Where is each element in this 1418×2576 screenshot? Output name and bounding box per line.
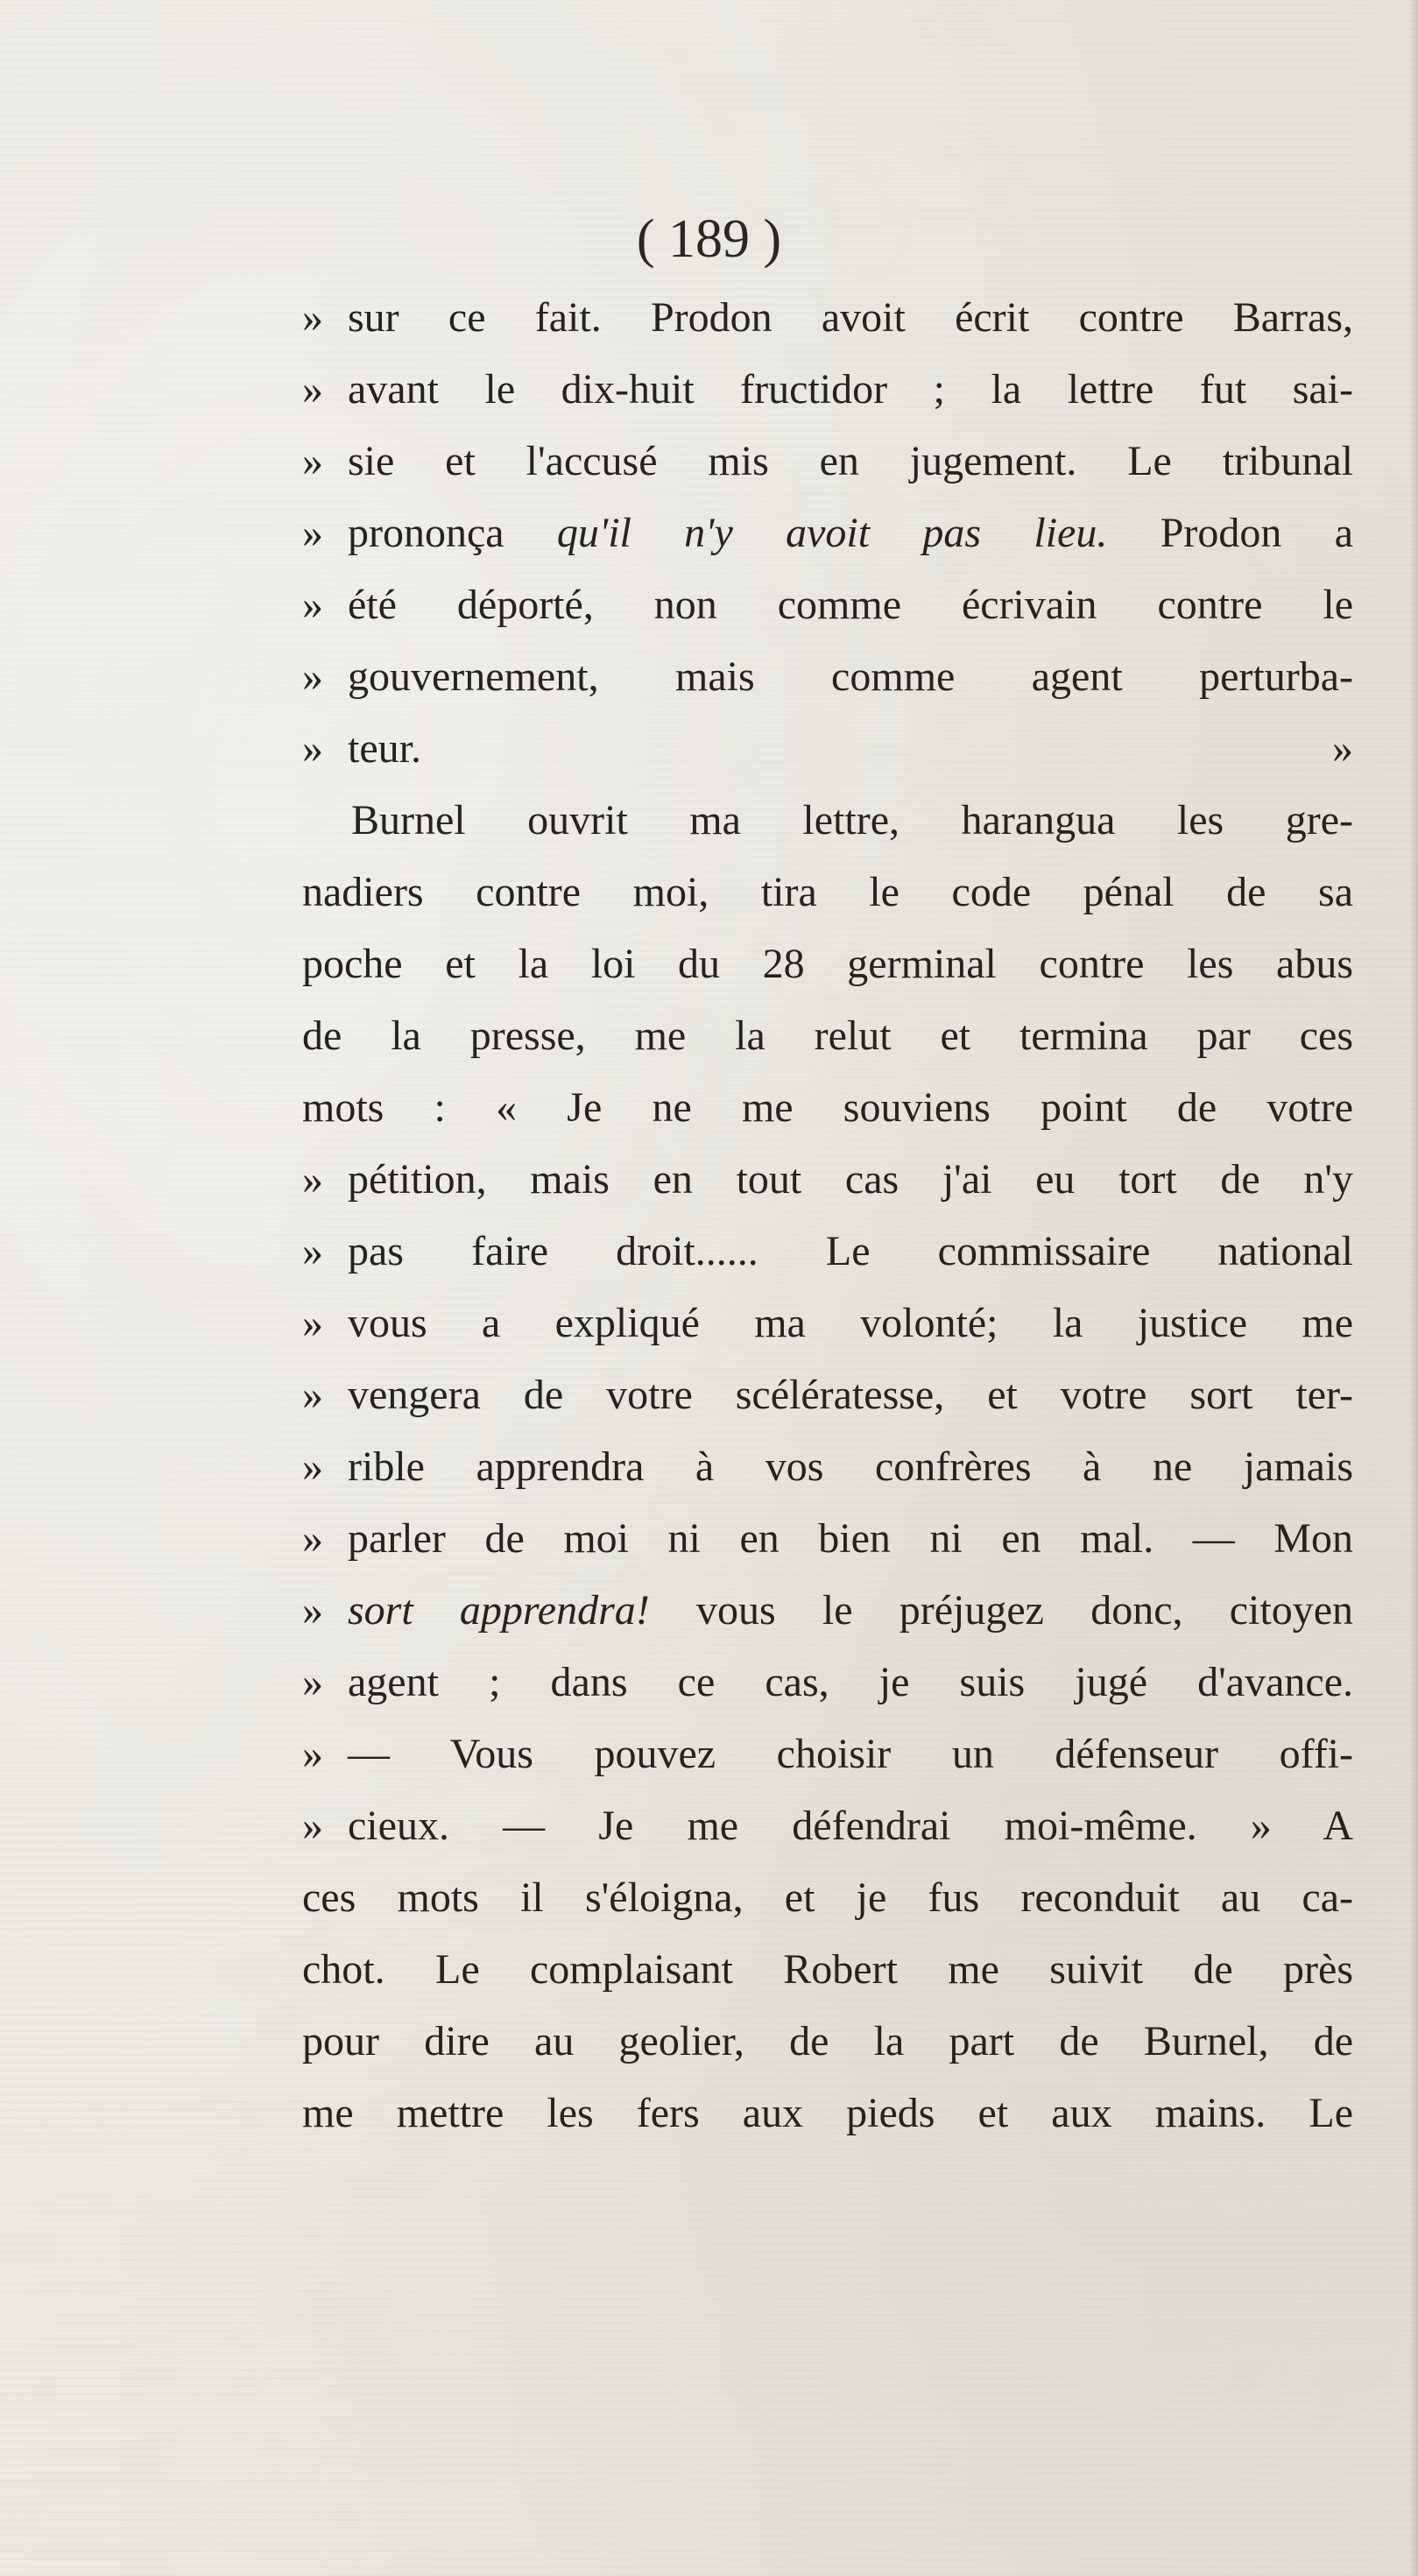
text-line	[302, 1431, 1353, 1503]
text-line	[302, 282, 1353, 354]
quote-mark: »	[302, 1156, 323, 1203]
line-text: pas faire droit...... Le commissaire national	[348, 1228, 1353, 1274]
quote-mark: »	[302, 1300, 323, 1346]
text-line	[302, 354, 1353, 426]
line-text: agent ; dans ce cas, je suis jugé d'avance.	[348, 1659, 1353, 1705]
text-line	[302, 1288, 1353, 1359]
quote-mark: »	[302, 294, 323, 341]
quote-mark: »	[302, 1443, 323, 1490]
page-number: ( 189 )	[636, 209, 782, 269]
text-line	[302, 928, 1353, 1000]
text-line	[302, 1000, 1353, 1072]
text-line	[302, 1144, 1353, 1216]
line-text: ces mots il s'éloigna, et je fus reconduit au ca-	[302, 1874, 1353, 1921]
line-text	[348, 498, 1353, 569]
line-text: vous a expliqué ma volonté; la justice me	[348, 1300, 1353, 1346]
line-text: — Vous pouvez choisir un défenseur offi-	[348, 1731, 1353, 1777]
italic-text: qu'il n'y avoit pas lieu.	[556, 510, 1108, 556]
text-line	[302, 641, 1353, 713]
text-line	[302, 1647, 1353, 1719]
line-text: avant le dix-huit fructidor ; la lettre fut sai-	[348, 366, 1353, 413]
line-text: cieux. — Je me défendrai moi-même. » A	[348, 1803, 1353, 1849]
text-line	[302, 1072, 1353, 1144]
text-line	[302, 1575, 1353, 1647]
text-line	[302, 498, 1353, 569]
quote-mark: »	[302, 366, 323, 413]
page-edge-shadow	[1409, 0, 1418, 2576]
line-text-segment: vous le préjugez donc, citoyen	[649, 1587, 1354, 1634]
text-line	[302, 1862, 1353, 1934]
text-line	[302, 1790, 1353, 1862]
quote-mark: »	[302, 1731, 323, 1777]
line-text: de la presse, me la relut et termina par ces	[302, 1013, 1353, 1059]
quote-mark: »	[302, 653, 323, 700]
quote-mark: »	[302, 1659, 323, 1705]
text-line	[302, 2006, 1353, 2078]
line-text: vengera de votre scélératesse, et votre sort ter-	[348, 1372, 1353, 1418]
text-line	[302, 426, 1353, 498]
line-text: sie et l'accusé mis en jugement. Le tribunal	[348, 438, 1353, 484]
quote-mark: »	[302, 1515, 323, 1562]
text-line	[302, 1503, 1353, 1575]
text-line	[302, 2078, 1353, 2149]
text-line	[302, 1216, 1353, 1288]
line-text: teur. »	[348, 725, 1353, 772]
line-text: mots : « Je ne me souviens point de votre	[302, 1084, 1353, 1131]
line-text: nadiers contre moi, tira le code pénal de sa	[302, 869, 1353, 915]
line-text	[348, 1575, 1353, 1647]
line-text: gouvernement, mais comme agent perturba-	[348, 653, 1353, 700]
quote-mark: »	[302, 510, 323, 556]
text-line	[302, 1934, 1353, 2006]
line-text: été déporté, non comme écrivain contre le	[348, 582, 1353, 628]
text-line	[302, 713, 1353, 785]
line-text-segment: Prodon a	[1107, 510, 1354, 556]
body-text	[302, 282, 1353, 2149]
text-line	[302, 569, 1353, 641]
text-line	[302, 857, 1353, 928]
line-text: parler de moi ni en bien ni en mal. — Mon	[348, 1515, 1353, 1562]
line-text: sur ce fait. Prodon avoit écrit contre Barras,	[348, 294, 1353, 341]
quote-mark: »	[302, 1372, 323, 1418]
quote-mark: »	[302, 438, 323, 484]
italic-text: sort apprendra!	[348, 1587, 650, 1634]
line-text: me mettre les fers aux pieds et aux mains. Le	[302, 2090, 1353, 2136]
text-line	[302, 785, 1353, 857]
line-text-segment: prononça	[348, 510, 557, 556]
line-text: poche et la loi du 28 germinal contre les abus	[302, 941, 1353, 987]
text-line	[302, 1719, 1353, 1790]
line-text: pour dire au geolier, de la part de Burnel, de	[302, 2018, 1353, 2064]
quote-mark: »	[302, 1587, 323, 1634]
line-text: rible apprendra à vos confrères à ne jamais	[348, 1443, 1353, 1490]
quote-mark: »	[302, 1228, 323, 1274]
quote-mark: »	[302, 1803, 323, 1849]
quote-mark: »	[302, 725, 323, 772]
line-text: chot. Le complaisant Robert me suivit de près	[302, 1946, 1353, 1993]
line-text: Burnel ouvrit ma lettre, harangua les gre-	[351, 797, 1353, 843]
text-line	[302, 1359, 1353, 1431]
line-text: pétition, mais en tout cas j'ai eu tort de n'y	[348, 1156, 1353, 1203]
quote-mark: »	[302, 582, 323, 628]
